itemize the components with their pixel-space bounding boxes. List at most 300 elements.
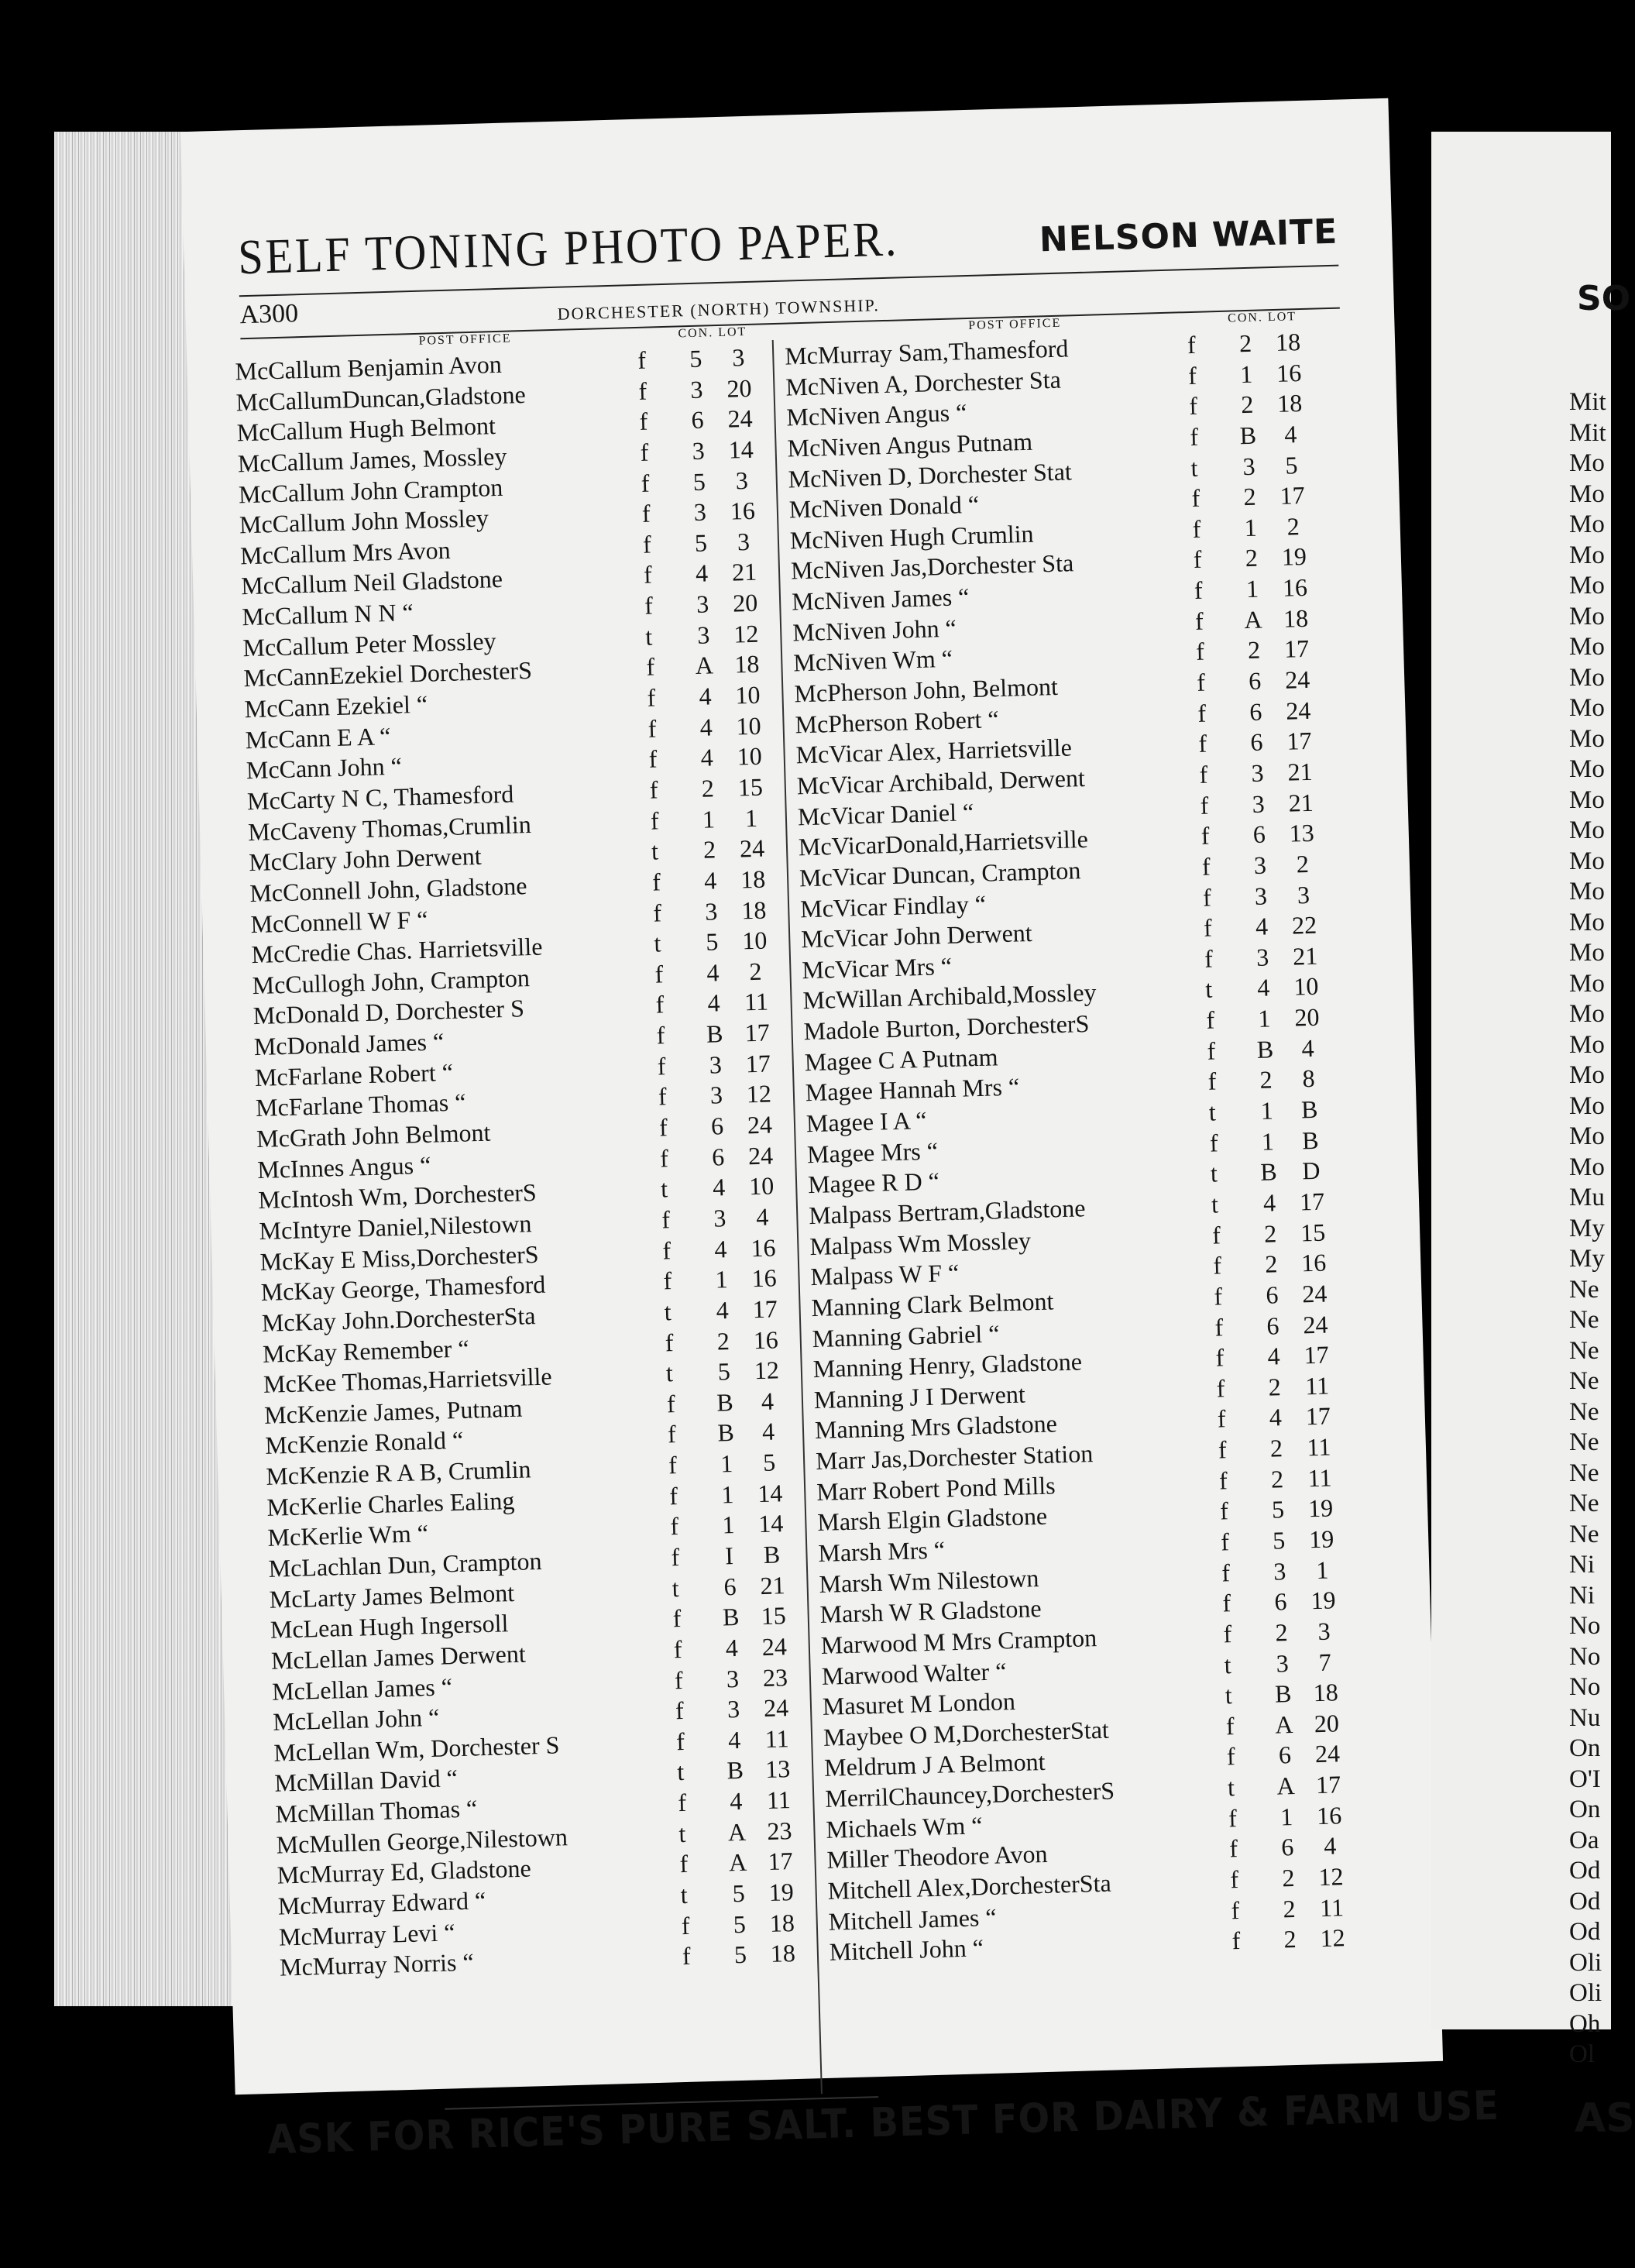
entry-concession: 4	[706, 958, 720, 987]
entry-class: f	[658, 1113, 668, 1142]
entry-lot: 17	[1283, 634, 1310, 664]
entry-lot: 1	[744, 803, 758, 832]
entry-class: f	[656, 1021, 665, 1050]
entry-name: McFarlane Robert “	[254, 1057, 454, 1091]
entry-lot: 19	[1310, 1586, 1336, 1615]
entry-name: McCallum Peter Mossley	[242, 626, 496, 662]
entry-class: f	[666, 1389, 676, 1418]
entry-name: McLachlan Dun, Crampton	[268, 1546, 542, 1582]
entry-lot: 16	[1300, 1248, 1327, 1277]
entry-concession: 6	[1248, 666, 1262, 696]
adjacent-page-heading: SO	[1577, 279, 1631, 318]
entry-class: f	[658, 1082, 668, 1111]
entry-concession: 4	[729, 1786, 743, 1816]
entry-class: f	[1207, 1036, 1216, 1065]
entry-lot: 17	[768, 1847, 794, 1876]
entry-concession: 6	[1273, 1587, 1287, 1616]
entry-concession: 2	[1259, 1065, 1273, 1094]
entry-name: Mitchell Alex,DorchesterSta	[827, 1868, 1112, 1905]
entry-class: f	[637, 345, 647, 374]
entry-name: Marwood M Mrs Crampton	[820, 1623, 1097, 1659]
entry-concession: 2	[1283, 1925, 1297, 1954]
entry-name: Manning Clark Belmont	[811, 1287, 1054, 1321]
entry-concession: 3	[696, 620, 710, 649]
entry-lot: 23	[762, 1662, 788, 1692]
adjacent-entry-fragment: Mo	[1569, 1030, 1605, 1059]
entry-lot: 18	[1313, 1678, 1339, 1707]
entry-class: t	[1208, 1098, 1217, 1126]
entry-class: f	[671, 1542, 680, 1572]
entry-concession: A	[1243, 605, 1263, 634]
adjacent-entry-fragment: Ni	[1569, 1581, 1595, 1610]
entry-name: McCarty N C, Thamesford	[246, 779, 514, 816]
entry-class: f	[648, 744, 658, 774]
entry-lot: 17	[1286, 727, 1312, 756]
adjacent-entry-fragment: No	[1569, 1612, 1601, 1640]
entry-concession: 2	[1247, 636, 1261, 665]
entry-concession: 3	[1253, 850, 1267, 879]
entry-name: McPherson John, Belmont	[793, 672, 1059, 708]
adjacent-entry-fragment: On	[1569, 1796, 1601, 1823]
entry-lot: 18	[733, 650, 760, 679]
entry-name: McVicar Duncan, Crampton	[799, 856, 1081, 892]
entry-concession: 6	[1280, 1833, 1294, 1861]
entry-concession: 3	[713, 1204, 726, 1232]
entry-name: McCallum N N “	[241, 598, 414, 631]
entry-class: t	[660, 1174, 668, 1203]
entry-lot: 18	[770, 1939, 796, 1968]
entry-lot: 13	[764, 1754, 791, 1784]
entry-name: Miller Theodore Avon	[826, 1840, 1048, 1875]
adjacent-entry-fragment: Mo	[1569, 449, 1605, 477]
entry-class: f	[682, 1942, 692, 1971]
entry-lot: 14	[757, 1478, 783, 1507]
entry-concession: 6	[710, 1112, 724, 1140]
entry-class: f	[677, 1788, 687, 1817]
adjacent-entry-fragment: My	[1569, 1214, 1605, 1242]
entry-class: t	[680, 1880, 689, 1909]
entry-concession: 4	[707, 988, 721, 1018]
entry-concession: 3	[1255, 943, 1269, 971]
entry-name: McNiven A, Dorchester Sta	[785, 365, 1062, 401]
entry-lot: 24	[761, 1632, 788, 1661]
entry-concession: I	[724, 1541, 734, 1570]
adjacent-entry-fragment: Mo	[1569, 1153, 1605, 1181]
entry-class: f	[1229, 1865, 1239, 1894]
entry-name: McPherson Robert “	[795, 704, 1000, 739]
entry-concession: 2	[1245, 544, 1259, 572]
entry-class: f	[1191, 483, 1200, 513]
entry-lot: 24	[739, 833, 765, 863]
entry-class: f	[1196, 668, 1206, 696]
entry-name: McCallum Benjamin Avon	[235, 349, 503, 386]
entry-name: McConnell John, Gladstone	[249, 871, 527, 908]
entry-name: McCaveny Thomas,Crumlin	[247, 809, 532, 846]
entry-lot: 14	[728, 435, 754, 464]
entry-lot: 17	[1315, 1770, 1341, 1799]
entry-lot: 12	[1317, 1862, 1344, 1892]
entry-lot: 16	[750, 1232, 776, 1262]
adjacent-entry-fragment: Ne	[1569, 1490, 1599, 1517]
adjacent-entry-fragment: No	[1569, 1642, 1601, 1671]
entry-class: f	[639, 407, 648, 436]
entry-lot: 17	[1304, 1340, 1330, 1369]
adjacent-entry-fragment: Mo	[1569, 572, 1605, 600]
adjacent-entry-fragment: Ni	[1569, 1551, 1595, 1579]
entry-concession: 4	[699, 713, 713, 741]
entry-name: Maybee O M,DorchesterStat	[823, 1715, 1110, 1751]
entry-name: Malpass Bertram,Gladstone	[808, 1194, 1086, 1230]
entry-lot: 11	[1304, 1371, 1330, 1400]
entry-class: t	[664, 1297, 672, 1326]
entry-concession: 2	[1238, 328, 1252, 358]
entry-concession: 4	[712, 1173, 726, 1201]
adjacent-page	[1431, 132, 1635, 2142]
entry-class: f	[1228, 1803, 1238, 1833]
adjacent-entry-fragment: Mo	[1569, 1091, 1605, 1120]
entry-name: Marr Jas,Dorchester Station	[815, 1439, 1094, 1476]
adjacent-entry-fragment: My	[1569, 1245, 1605, 1273]
right-column	[785, 327, 1356, 1968]
entry-class: f	[665, 1328, 674, 1356]
entry-lot: 11	[766, 1785, 792, 1815]
entry-concession: 5	[732, 1878, 746, 1908]
entry-lot: 10	[741, 926, 768, 955]
entry-class: f	[1199, 760, 1208, 789]
entry-class: f	[637, 376, 647, 405]
entry-lot: 22	[1291, 910, 1317, 940]
entry-concession: 3	[726, 1664, 740, 1692]
adjacent-entry-fragment: On	[1569, 1734, 1601, 1762]
entry-name: Manning Mrs Gladstone	[814, 1409, 1058, 1445]
entry-name: McCallum James, Mossley	[237, 442, 507, 478]
entry-lot: 18	[740, 864, 766, 894]
entry-name: McCredie Chas. Harrietsville	[251, 932, 543, 969]
entry-name: Masuret M London	[822, 1687, 1016, 1721]
entry-name: McMillan David “	[273, 1764, 459, 1798]
entry-name: McVicar Archibald, Derwent	[796, 763, 1086, 800]
entry-concession: 3	[696, 589, 709, 619]
entry-name: McCallum John Mossley	[239, 503, 489, 539]
entry-lot: B	[1301, 1125, 1319, 1154]
adjacent-entry-fragment: Ne	[1569, 1459, 1599, 1487]
entry-name: McCullogh John, Crampton	[252, 963, 531, 999]
entry-lot: 10	[736, 711, 762, 741]
entry-lot: 24	[1314, 1739, 1341, 1768]
entry-name: McLellan John “	[272, 1703, 440, 1736]
entry-concession: B	[1239, 421, 1257, 450]
entry-concession: 4	[1255, 912, 1269, 941]
adjacent-entry-fragment: Mo	[1569, 541, 1605, 569]
entry-class: f	[654, 960, 664, 988]
entry-concession: 4	[1262, 1188, 1276, 1217]
entry-name: McNiven John “	[792, 613, 957, 647]
entry-class: f	[1221, 1589, 1231, 1617]
entry-class: f	[674, 1665, 684, 1694]
entry-lot: 2	[1296, 849, 1310, 878]
adjacent-entry-fragment: Ne	[1569, 1306, 1599, 1334]
entry-name: McKerlie Charles Ealing	[266, 1486, 515, 1521]
entry-concession: 5	[1271, 1495, 1285, 1524]
entry-lot: 24	[763, 1693, 789, 1723]
right-con-lot-header: CON. LOT	[1227, 310, 1297, 325]
entry-concession: 4	[727, 1725, 741, 1754]
entry-lot: 15	[761, 1601, 787, 1631]
entry-concession: 3	[1252, 789, 1266, 818]
entry-concession: 1	[1244, 513, 1258, 541]
entry-name: Magee R D “	[807, 1167, 940, 1199]
entry-class: f	[640, 438, 649, 466]
entry-name: McVicar Findlay “	[799, 889, 987, 923]
entry-name: Mitchell James “	[828, 1902, 997, 1936]
entry-class: f	[1216, 1374, 1225, 1403]
entry-class: f	[1207, 1067, 1217, 1096]
entry-concession: 2	[716, 1326, 730, 1356]
adjacent-entry-fragment: Od	[1569, 1918, 1601, 1946]
entry-lot: 16	[1276, 358, 1302, 387]
entry-class: f	[1193, 545, 1202, 574]
entry-name: McMurray Levi “	[278, 1917, 455, 1951]
entry-class: f	[672, 1604, 682, 1633]
adjacent-entry-fragment: Mo	[1569, 847, 1605, 875]
entry-lot: 10	[737, 741, 763, 771]
entry-class: f	[1188, 392, 1198, 421]
entry-class: f	[667, 1420, 677, 1448]
entry-class: t	[1210, 1159, 1218, 1187]
entry-lot: 21	[760, 1570, 786, 1600]
entry-concession: 1	[1257, 1004, 1271, 1033]
entry-concession: 3	[709, 1081, 723, 1110]
entry-concession: 4	[716, 1295, 730, 1325]
entry-concession: 2	[1281, 1864, 1295, 1892]
entry-name: McKenzie Ronald “	[264, 1426, 464, 1460]
entry-class: t	[665, 1359, 674, 1387]
adjacent-entry-fragment: Mo	[1569, 908, 1605, 936]
adjacent-entry-fragment: Mo	[1569, 939, 1605, 967]
entry-concession: A	[695, 651, 714, 680]
entry-lot: 19	[1308, 1524, 1334, 1554]
entry-name: Marsh Mrs “	[817, 1535, 946, 1567]
entry-name: McMullen George,Nilestown	[276, 1822, 568, 1859]
entry-name: McMillan Thomas “	[275, 1794, 478, 1828]
entry-concession: 3	[692, 436, 706, 465]
entry-class: f	[1201, 852, 1211, 881]
entry-concession: 2	[1283, 1894, 1297, 1923]
entry-class: f	[679, 1850, 689, 1878]
entry-concession: 3	[1273, 1556, 1286, 1586]
adjacent-page-entries	[1569, 387, 1606, 2070]
entry-concession: 1	[1261, 1127, 1275, 1156]
entry-name: Magee Mrs “	[806, 1136, 939, 1168]
entry-concession: 3	[726, 1695, 740, 1723]
entry-concession: 5	[733, 1909, 747, 1938]
adjacent-page-footer: AS	[1575, 2095, 1635, 2142]
entry-lot: 24	[1284, 665, 1310, 694]
left-column	[235, 342, 806, 1983]
entry-class: f	[1204, 944, 1214, 973]
entry-concession: B	[1274, 1679, 1292, 1708]
entry-lot: 17	[1299, 1187, 1325, 1216]
entry-lot: 17	[752, 1294, 778, 1324]
entry-lot: 18	[769, 1908, 795, 1937]
adjacent-entry-fragment: Mo	[1569, 1000, 1605, 1028]
page-number: A300	[239, 299, 299, 330]
entry-name: McKay George, Thamesford	[260, 1270, 546, 1307]
entry-lot: 14	[757, 1509, 784, 1538]
entry-concession: 2	[702, 835, 716, 864]
entry-lot: 16	[753, 1325, 779, 1354]
entry-lot: 16	[1316, 1801, 1342, 1830]
entry-concession: 3	[709, 1050, 723, 1079]
entry-class: f	[1189, 422, 1199, 451]
entry-lot: 19	[1307, 1493, 1334, 1523]
entry-concession: 4	[1267, 1342, 1281, 1370]
entry-class: f	[663, 1266, 672, 1295]
entry-lot: D	[1301, 1156, 1321, 1185]
entry-name: McKay E Miss,DorchesterS	[259, 1239, 539, 1276]
entry-lot: 5	[1284, 450, 1298, 479]
entry-class: t	[676, 1758, 685, 1786]
entry-concession: 6	[711, 1142, 725, 1171]
entry-concession: 4	[1269, 1403, 1283, 1432]
entry-concession: 1	[1245, 574, 1259, 603]
entry-lot: 4	[761, 1417, 775, 1446]
entry-lot: 12	[746, 1079, 772, 1108]
entry-concession: B	[706, 1019, 723, 1048]
entry-concession: 4	[695, 558, 709, 588]
entry-name: McVicar John Derwent	[800, 919, 1033, 954]
entry-lot: 10	[734, 680, 761, 710]
adjacent-entry-fragment: Mo	[1569, 755, 1605, 783]
entry-lot: 2	[748, 957, 762, 985]
entry-concession: 4	[699, 682, 713, 710]
entry-lot: 11	[764, 1723, 790, 1753]
adjacent-entry-fragment: Ne	[1569, 1428, 1599, 1456]
entry-concession: B	[1259, 1157, 1278, 1187]
entry-concession: 4	[725, 1633, 739, 1662]
entry-name: McNiven Hugh Crumlin	[789, 519, 1034, 555]
entry-lot: 18	[1283, 603, 1309, 633]
entry-concession: 6	[723, 1572, 737, 1601]
right-post-office-header: POST OFFICE	[968, 316, 1062, 332]
page-subtitle: DORCHESTER (NORTH) TOWNSHIP.	[557, 295, 881, 324]
entry-class: f	[657, 1051, 666, 1081]
adjacent-entry-fragment: Mo	[1569, 1122, 1605, 1150]
entry-name: McCann Ezekiel “	[244, 689, 428, 723]
entry-lot: 17	[1279, 481, 1306, 510]
entry-concession: 4	[1256, 973, 1270, 1002]
entry-name: McKerlie Wm “	[267, 1519, 429, 1552]
entry-class: f	[1202, 883, 1212, 912]
entry-lot: 17	[1305, 1401, 1331, 1431]
entry-lot: 16	[751, 1263, 778, 1293]
entry-name: McNiven Wm “	[792, 644, 953, 677]
entry-class: f	[673, 1634, 683, 1664]
entry-class: t	[1227, 1773, 1235, 1802]
adjacent-entry-fragment: Mo	[1569, 633, 1605, 661]
entry-concession: 5	[689, 344, 702, 373]
entry-concession: 3	[1242, 452, 1255, 480]
entry-name: McCannEzekiel DorchesterS	[243, 656, 533, 692]
entry-lot: 20	[732, 588, 758, 617]
entry-name: McNiven James “	[791, 582, 970, 616]
entry-class: f	[668, 1481, 678, 1510]
adjacent-entry-fragment: Ol	[1569, 2040, 1595, 2068]
entry-name: Marr Robert Pond Mills	[816, 1471, 1056, 1506]
entry-concession: 3	[1251, 758, 1265, 787]
entry-class: f	[655, 990, 665, 1019]
entry-class: f	[1217, 1404, 1226, 1433]
left-con-lot-header: CON. LOT	[678, 325, 747, 341]
entry-name: Marsh Elgin Gladstone	[816, 1502, 1048, 1537]
entry-class: t	[1225, 1681, 1233, 1710]
entry-lot: 21	[1287, 757, 1314, 786]
adjacent-entry-fragment: Mo	[1569, 724, 1605, 753]
entry-name: Manning Gabriel “	[812, 1318, 1000, 1352]
entry-class: f	[1219, 1497, 1229, 1525]
entry-class: f	[1231, 1895, 1240, 1924]
entry-name: McGrath John Belmont	[256, 1118, 491, 1153]
left-post-office-header: POST OFFICE	[418, 332, 512, 348]
entry-concession: 1	[1239, 359, 1253, 388]
adjacent-entry-fragment: Mo	[1569, 785, 1605, 814]
entry-name: Mitchell John “	[829, 1933, 984, 1967]
entry-name: McCann E A “	[245, 721, 391, 754]
adjacent-entry-fragment: Mo	[1569, 694, 1605, 722]
entry-concession: 4	[703, 866, 717, 895]
entry-lot: 24	[1302, 1310, 1328, 1338]
entry-name: McConnell W F “	[249, 905, 428, 938]
entry-lot: 24	[1285, 696, 1311, 725]
adjacent-entry-fragment: O'I	[1569, 1765, 1601, 1793]
entry-lot: 17	[744, 1018, 771, 1047]
adjacent-entry-fragment: Oli	[1569, 1948, 1602, 1977]
adjacent-entry-fragment: Mit	[1569, 418, 1606, 447]
entry-concession: A	[1276, 1771, 1296, 1800]
entry-lot: 15	[1300, 1218, 1326, 1247]
entry-lot: 24	[1301, 1279, 1328, 1308]
entry-class: f	[1228, 1834, 1238, 1863]
entry-lot: 13	[1289, 819, 1315, 847]
entry-concession: 5	[1272, 1526, 1286, 1555]
entry-class: f	[652, 898, 662, 927]
entry-name: McMurray Norris “	[279, 1947, 475, 1981]
entry-name: McMurray Ed, Gladstone	[277, 1854, 532, 1890]
entry-concession: A	[1274, 1710, 1293, 1739]
entry-class: f	[1225, 1711, 1235, 1741]
entry-concession: 1	[720, 1479, 734, 1509]
entry-name: McIntyre Daniel,Nilestown	[259, 1209, 532, 1245]
entry-class: f	[661, 1205, 671, 1234]
entry-name: McNiven Angus Putnam	[787, 427, 1033, 462]
entry-lot: 3	[737, 527, 751, 556]
adjacent-entry-fragment: Mo	[1569, 1061, 1605, 1089]
adjacent-entry-fragment: Mo	[1569, 510, 1605, 538]
entry-class: t	[672, 1573, 680, 1602]
adjacent-entry-fragment: Od	[1569, 1857, 1601, 1885]
entry-lot: 3	[735, 466, 749, 494]
adjacent-entry-fragment: Oh	[1569, 2009, 1601, 2038]
entry-name: McCallum Neil Gladstone	[240, 565, 503, 600]
entry-name: McVicar Daniel “	[797, 797, 974, 830]
entry-concession: 5	[705, 927, 719, 956]
entry-lot: 5	[762, 1448, 776, 1476]
entry-concession: 3	[693, 497, 707, 527]
entry-name: Malpass W F “	[809, 1259, 960, 1291]
entry-name: McLellan James “	[271, 1672, 453, 1706]
entry-concession: 6	[1252, 820, 1266, 849]
entry-name: Marsh Wm Nilestown	[819, 1563, 1039, 1598]
